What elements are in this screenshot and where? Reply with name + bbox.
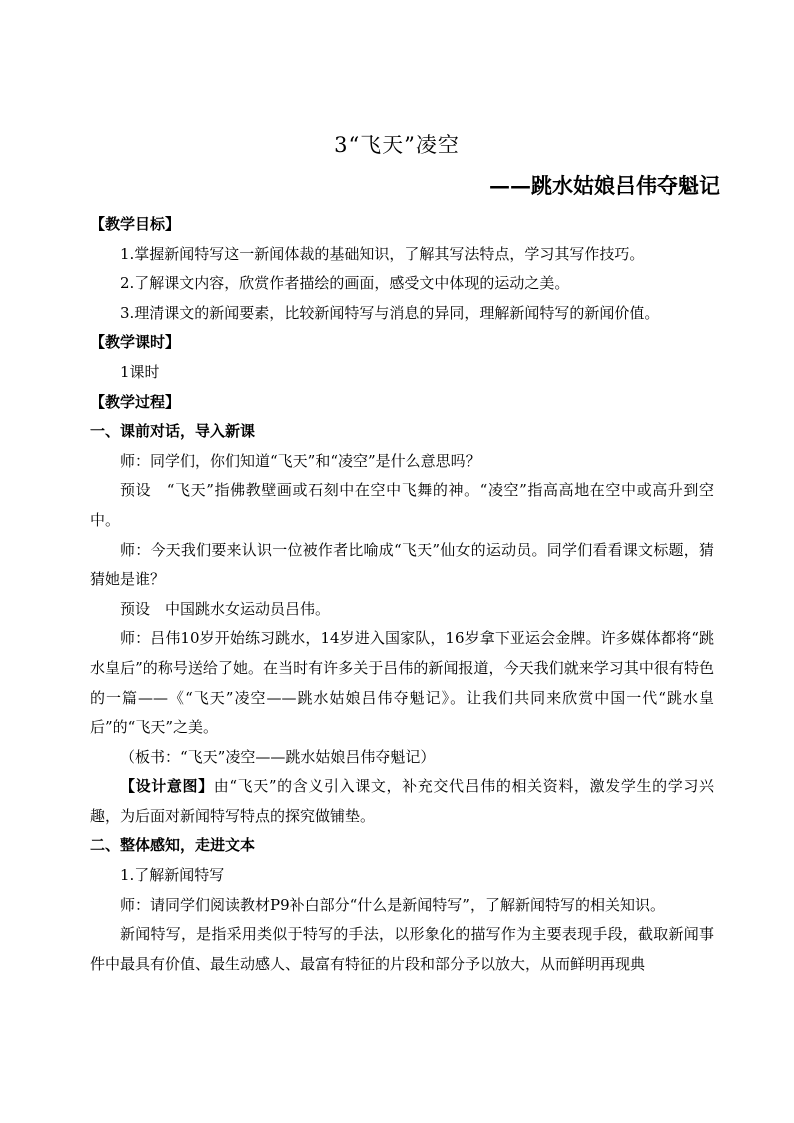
document-body (90, 210, 714, 979)
part1-heading: 一、课前对话，导入新课 (90, 422, 256, 441)
goal-item-1: 1.掌握新闻特写这一新闻体裁的基础知识，了解其写法特点，学习其写作技巧。 (120, 244, 645, 263)
process-heading: 【教学过程】 (90, 392, 181, 411)
design-intent-text: 由“飞天”的含义引入课文，补充交代吕伟的相关资料，激发学生的学习兴趣，为后面对新闻特写特点的探究做铺垫。 (90, 777, 714, 825)
goal-item-3: 3.理清课文的新闻要素，比较新闻特写与消息的异同，理解新闻特写的新闻价值。 (120, 303, 660, 322)
hours-value: 1课时 (120, 362, 160, 381)
page-title: 3“飞天”凌空 (334, 133, 460, 157)
paragraph: 预设 中国跳水女运动员吕伟。 (120, 599, 331, 618)
paragraph: 预设 “飞天”指佛教壁画或石刻中在空中飞舞的神。“凌空”指高高地在空中或高升到空中。 (90, 481, 714, 529)
design-intent-paragraph (90, 772, 714, 831)
page-subtitle: ——跳水姑娘吕伟夺魁记 (489, 173, 720, 198)
board-note: （板书：“飞天”凌空——跳水姑娘吕伟夺魁记） (120, 747, 436, 766)
paragraph: 师：同学们，你们知道“飞天”和“凌空”是什么意思吗？ (120, 451, 481, 470)
design-intent-label: 【设计意图】 (120, 777, 214, 796)
goal-item-2: 2.了解课文内容，欣赏作者描绘的画面，感受文中体现的运动之美。 (120, 274, 570, 293)
paragraph: 师：今天我们要来认识一位被作者比喻成“飞天”仙女的运动员。同学们看看课文标题，猜猜她是谁？ (90, 540, 714, 589)
paragraph: 新闻特写，是指采用类似于特写的手法，以形象化的描写作为主要表现手段，截取新闻事件中最具有价值、最生动感人、最富有特征的片段和部分予以放大，从而鲜明再现典 (90, 925, 714, 973)
paragraph: 师：请同学们阅读教材P9补白部分“什么是新闻特写”，了解新闻特写的相关知识。 (120, 895, 665, 914)
hours-heading: 【教学课时】 (90, 333, 181, 352)
part2-heading: 二、整体感知，走进文本 (90, 836, 256, 855)
paragraph: 师：吕伟10岁开始练习跳水，14岁进入国家队，16岁拿下亚运会金牌。许多媒体都将“跳水皇后”的称号送给了她。在当时有许多关于吕伟的新闻报道，今天我们就来学习其中很有特色的一篇——《“飞天”凌空——跳水姑娘吕伟夺魁记》。让我们共同来欣赏中国一代“跳水皇后”的“飞天”之美。 (90, 629, 714, 737)
paragraph: 1.了解新闻特写 (120, 866, 225, 885)
goals-heading: 【教学目标】 (90, 215, 181, 233)
